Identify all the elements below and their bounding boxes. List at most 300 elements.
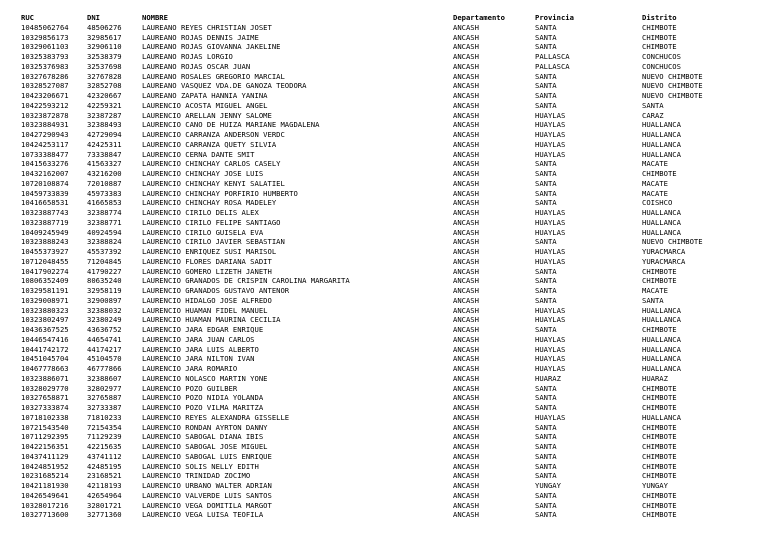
table-row — [21, 150, 761, 160]
nombre-cell: LAURENCIO HUAMAN MAURINA CECILIA — [142, 315, 281, 325]
departamento-cell: ANCASH — [453, 325, 479, 334]
ruc-cell: 10733388477 — [21, 149, 69, 159]
nombre-cell: LAURENCIO VALVERDE LUIS SANTOS — [142, 490, 272, 500]
provincia-cell: SANTA — [535, 178, 557, 188]
table-row — [21, 208, 761, 218]
nombre-cell: LAUREANO ZAPATA HANNIA YANINA — [142, 91, 268, 100]
dni-cell: 32388774 — [87, 208, 122, 217]
ruc-cell: 10427290943 — [21, 130, 69, 139]
ruc-cell: 10467778663 — [21, 364, 69, 373]
contributors-table — [21, 13, 761, 520]
table-row — [21, 413, 761, 423]
provincia-cell: HUAYLAS — [535, 208, 566, 217]
dni-cell: 41790227 — [87, 266, 122, 276]
nombre-cell: LAUREANO ROJAS LORGIO — [142, 52, 233, 61]
distrito-cell: NUEVO CHIMBOTE — [642, 81, 703, 91]
provincia-cell: SANTA — [535, 461, 557, 471]
dni-cell: 42654964 — [87, 490, 122, 500]
departamento-cell: ANCASH — [453, 237, 479, 247]
provincia-cell: SANTA — [535, 42, 557, 52]
departamento-cell: ANCASH — [453, 286, 479, 295]
provincia-cell: HUAYLAS — [535, 217, 566, 227]
dni-cell: 32900897 — [87, 295, 122, 305]
provincia-cell: SANTA — [535, 471, 557, 481]
provincia-cell: SANTA — [535, 432, 557, 442]
table-row — [21, 237, 761, 247]
table-row — [21, 228, 761, 238]
ruc-cell: 10421181930 — [21, 481, 69, 490]
nombre-cell: LAURENCIO HIDALGO JOSE ALFREDO — [142, 295, 272, 305]
ruc-cell: 10329581191 — [21, 286, 69, 295]
dni-cell: 32771360 — [87, 510, 122, 520]
dni-cell: 32388032 — [87, 305, 122, 315]
distrito-cell: HUALLANCA — [642, 217, 681, 227]
distrito-cell: HUALLANCA — [642, 208, 681, 217]
dni-cell: 32802977 — [87, 383, 122, 393]
distrito-cell: MACATE — [642, 188, 668, 198]
departamento-cell: ANCASH — [453, 500, 479, 510]
ruc-cell: 10721543540 — [21, 422, 69, 432]
table-row — [21, 91, 761, 101]
ruc-cell: 10432162007 — [21, 169, 69, 178]
table-row — [21, 72, 761, 82]
distrito-cell: CHIMBOTE — [642, 490, 677, 500]
dni-cell: 42118193 — [87, 481, 122, 490]
dni-cell: 80635240 — [87, 276, 122, 286]
dni-cell: 44174217 — [87, 344, 122, 354]
provincia-cell: HUAYLAS — [535, 149, 566, 159]
table-row — [21, 354, 761, 364]
ruc-cell: 10424851952 — [21, 461, 69, 471]
table-row — [21, 325, 761, 335]
column-header-ruc: RUC — [21, 13, 34, 22]
nombre-cell: LAUREANO VASQUEZ VDA.DE GANOZA TEODORA — [142, 81, 307, 91]
provincia-cell: SANTA — [535, 100, 557, 110]
distrito-cell: CHIMBOTE — [642, 22, 677, 32]
dni-cell: 42425311 — [87, 139, 122, 149]
dni-cell: 23168521 — [87, 471, 122, 481]
ruc-cell: 10712048455 — [21, 256, 69, 266]
ruc-cell: 10423206671 — [21, 91, 69, 100]
table-row — [21, 159, 761, 169]
distrito-cell: CHIMBOTE — [642, 500, 677, 510]
dni-cell: 32767828 — [87, 71, 122, 81]
nombre-cell: LAURENCIO JARA EDGAR ENRIQUE — [142, 325, 264, 334]
dni-cell: 32958119 — [87, 286, 122, 295]
ruc-cell: 10422593212 — [21, 100, 69, 110]
departamento-cell: ANCASH — [453, 471, 479, 481]
nombre-cell: LAURENCIO NOLASCO MARTIN YONE — [142, 373, 268, 383]
departamento-cell: ANCASH — [453, 276, 479, 286]
departamento-cell: ANCASH — [453, 354, 479, 364]
distrito-cell: CHIMBOTE — [642, 276, 677, 286]
dni-cell: 45973383 — [87, 188, 122, 198]
departamento-cell: ANCASH — [453, 364, 479, 373]
provincia-cell: YUNGAY — [535, 481, 561, 490]
provincia-cell: HUAYLAS — [535, 412, 566, 422]
ruc-cell: 10325383793 — [21, 52, 69, 61]
departamento-cell: ANCASH — [453, 305, 479, 315]
nombre-cell: LAURENCIO GRANADOS DE CRISPIN CAROLINA MARGARITA — [142, 276, 350, 286]
provincia-cell: HUAYLAS — [535, 120, 566, 130]
departamento-cell: ANCASH — [453, 442, 479, 451]
dni-cell: 43216200 — [87, 169, 122, 178]
nombre-cell: LAURENCIO CARRANZA QUETY SILVIA — [142, 139, 277, 149]
provincia-cell: SANTA — [535, 159, 557, 169]
provincia-cell: HUAYLAS — [535, 334, 566, 344]
table-row — [21, 384, 761, 394]
ruc-cell: 10327713600 — [21, 510, 69, 520]
distrito-cell: CARAZ — [642, 110, 664, 120]
table-row — [21, 52, 761, 62]
dni-cell: 46777866 — [87, 364, 122, 373]
table-row — [21, 267, 761, 277]
departamento-cell: ANCASH — [453, 139, 479, 149]
column-header-nombre: NOMBRE — [142, 13, 168, 22]
provincia-cell: HUAYLAS — [535, 344, 566, 354]
distrito-cell: HUALLANCA — [642, 412, 681, 422]
departamento-cell: ANCASH — [453, 22, 479, 32]
column-header-provincia: Provincia — [535, 13, 574, 22]
table-row — [21, 442, 761, 452]
ruc-cell: 10459733839 — [21, 188, 69, 198]
ruc-cell: 10437411129 — [21, 451, 69, 461]
nombre-cell: LAURENCIO TRINIDAD ZOCIMO — [142, 471, 251, 481]
dni-cell: 40924594 — [87, 227, 122, 237]
dni-cell: 42215635 — [87, 442, 122, 451]
nombre-cell: LAURENCIO URBANO WALTER ADRIAN — [142, 481, 272, 490]
provincia-cell: HUAYLAS — [535, 364, 566, 373]
dni-cell: 32388771 — [87, 217, 122, 227]
dni-cell: 73338847 — [87, 149, 122, 159]
departamento-cell: ANCASH — [453, 344, 479, 354]
distrito-cell: CHIMBOTE — [642, 42, 677, 52]
distrito-cell: CHIMBOTE — [642, 169, 677, 178]
provincia-cell: SANTA — [535, 32, 557, 42]
table-row — [21, 257, 761, 267]
nombre-cell: LAURENCIO POZO GUILBER — [142, 383, 238, 393]
nombre-cell: LAURENCIO CERNA DANTE SMIT — [142, 149, 255, 159]
departamento-cell: ANCASH — [453, 198, 479, 208]
column-header-dni: DNI — [87, 13, 100, 22]
nombre-cell: LAURENCIO REYES ALEXANDRA GISSELLE — [142, 412, 290, 422]
table-row — [21, 423, 761, 433]
ruc-cell: 10446547416 — [21, 334, 69, 344]
table-row — [21, 33, 761, 43]
departamento-cell: ANCASH — [453, 432, 479, 442]
distrito-cell: CHIMBOTE — [642, 442, 677, 451]
provincia-cell: SANTA — [535, 237, 557, 247]
ruc-cell: 10417902274 — [21, 266, 69, 276]
nombre-cell: LAURENCIO HUAMAN FIDEL MANUEL — [142, 305, 268, 315]
departamento-cell: ANCASH — [453, 110, 479, 120]
ruc-cell: 10323802497 — [21, 315, 69, 325]
distrito-cell: CONCHUCOS — [642, 52, 681, 61]
table-row — [21, 130, 761, 140]
distrito-cell: CONCHUCOS — [642, 61, 681, 71]
table-row — [21, 169, 761, 179]
ruc-cell: 10328527087 — [21, 81, 69, 91]
dni-cell: 71204845 — [87, 256, 122, 266]
departamento-cell: ANCASH — [453, 412, 479, 422]
ruc-cell: 10323880323 — [21, 305, 69, 315]
departamento-cell: ANCASH — [453, 451, 479, 461]
ruc-cell: 10328029770 — [21, 383, 69, 393]
provincia-cell: HUAYLAS — [535, 130, 566, 139]
table-row — [21, 510, 761, 520]
ruc-cell: 10329061103 — [21, 42, 69, 52]
distrito-cell: NUEVO CHIMBOTE — [642, 237, 703, 247]
ruc-cell: 10323887719 — [21, 217, 69, 227]
dni-cell: 41665853 — [87, 198, 122, 208]
distrito-cell: HUALLANCA — [642, 344, 681, 354]
distrito-cell: CHIMBOTE — [642, 432, 677, 442]
distrito-cell: CHIMBOTE — [642, 325, 677, 334]
distrito-cell: MACATE — [642, 178, 668, 188]
dni-cell: 32906110 — [87, 42, 122, 52]
distrito-cell: HUALLANCA — [642, 149, 681, 159]
provincia-cell: SANTA — [535, 286, 557, 295]
table-row — [21, 462, 761, 472]
dni-cell: 43636752 — [87, 325, 122, 334]
provincia-cell: SANTA — [535, 198, 557, 208]
nombre-cell: LAURENCIO GRANADOS GUSTAVO ANTENOR — [142, 286, 290, 295]
table-row — [21, 491, 761, 501]
table-header-row — [21, 13, 761, 23]
dni-cell: 71810233 — [87, 412, 122, 422]
dni-cell: 32388607 — [87, 373, 122, 383]
provincia-cell: SANTA — [535, 403, 557, 412]
table-row — [21, 471, 761, 481]
dni-cell: 32538379 — [87, 52, 122, 61]
table-row — [21, 306, 761, 316]
table-row — [21, 189, 761, 199]
provincia-cell: HUAYLAS — [535, 247, 566, 256]
ruc-cell: 10328017216 — [21, 500, 69, 510]
nombre-cell: LAURENCIO SABOGAL JOSE MIGUEL — [142, 442, 268, 451]
distrito-cell: CHIMBOTE — [642, 461, 677, 471]
departamento-cell: ANCASH — [453, 510, 479, 520]
distrito-cell: SANTA — [642, 100, 664, 110]
table-row — [21, 335, 761, 345]
nombre-cell: LAURENCIO CHINCHAY CARLOS CASELY — [142, 159, 281, 169]
provincia-cell: HUAYLAS — [535, 354, 566, 364]
table-row — [21, 101, 761, 111]
ruc-cell: 10416658531 — [21, 198, 69, 208]
departamento-cell: ANCASH — [453, 149, 479, 159]
dni-cell: 42259321 — [87, 100, 122, 110]
ruc-cell: 10455373927 — [21, 247, 69, 256]
provincia-cell: SANTA — [535, 71, 557, 81]
table-row — [21, 403, 761, 413]
ruc-cell: 10231685214 — [21, 471, 69, 481]
table-body — [21, 23, 761, 520]
provincia-cell: SANTA — [535, 91, 557, 100]
table-row — [21, 393, 761, 403]
distrito-cell: CHIMBOTE — [642, 422, 677, 432]
ruc-cell: 10323872878 — [21, 110, 69, 120]
nombre-cell: LAURENCIO CHINCHAY ROSA MADELEY — [142, 198, 277, 208]
table-row — [21, 481, 761, 491]
dni-cell: 43741112 — [87, 451, 122, 461]
departamento-cell: ANCASH — [453, 188, 479, 198]
distrito-cell: HUALLANCA — [642, 315, 681, 325]
dni-cell: 42320667 — [87, 91, 122, 100]
ruc-cell: 10323884931 — [21, 120, 69, 130]
nombre-cell: LAUREANO ROSALES GREGORIO MARCIAL — [142, 71, 285, 81]
dni-cell: 45537392 — [87, 247, 122, 256]
nombre-cell: LAURENCIO SOLIS NELLY EDITH — [142, 461, 259, 471]
distrito-cell: HUALLANCA — [642, 139, 681, 149]
departamento-cell: ANCASH — [453, 32, 479, 42]
departamento-cell: ANCASH — [453, 159, 479, 169]
nombre-cell: LAURENCIO CIRILO FELIPE SANTIAGO — [142, 217, 281, 227]
distrito-cell: CHIMBOTE — [642, 510, 677, 520]
table-row — [21, 140, 761, 150]
nombre-cell: LAURENCIO JARA JUAN CARLOS — [142, 334, 255, 344]
table-row — [21, 501, 761, 511]
ruc-cell: 10323886071 — [21, 373, 69, 383]
departamento-cell: ANCASH — [453, 81, 479, 91]
departamento-cell: ANCASH — [453, 169, 479, 178]
provincia-cell: HUARAZ — [535, 373, 561, 383]
dni-cell: 71129239 — [87, 432, 122, 442]
distrito-cell: YURACMARCA — [642, 256, 686, 266]
ruc-cell: 10327658871 — [21, 393, 69, 403]
departamento-cell: ANCASH — [453, 130, 479, 139]
distrito-cell: MACATE — [642, 159, 668, 169]
nombre-cell: LAURENCIO CANO DE HUIZA MARIANE MAGDALENA — [142, 120, 320, 130]
nombre-cell: LAUREANO ROJAS OSCAR JUAN — [142, 61, 251, 71]
nombre-cell: LAURENCIO JARA ROMARIO — [142, 364, 238, 373]
ruc-cell: 10422156351 — [21, 442, 69, 451]
table-row — [21, 315, 761, 325]
departamento-cell: ANCASH — [453, 61, 479, 71]
distrito-cell: NUEVO CHIMBOTE — [642, 91, 703, 100]
nombre-cell: LAURENCIO SABOGAL DIANA IBIS — [142, 432, 264, 442]
provincia-cell: SANTA — [535, 393, 557, 403]
ruc-cell: 10441742172 — [21, 344, 69, 354]
departamento-cell: ANCASH — [453, 393, 479, 403]
provincia-cell: SANTA — [535, 22, 557, 32]
ruc-cell: 10409245949 — [21, 227, 69, 237]
table-row — [21, 374, 761, 384]
nombre-cell: LAURENCIO ACOSTA MIGUEL ANGEL — [142, 100, 268, 110]
dni-cell: 48506276 — [87, 22, 122, 32]
table-row — [21, 276, 761, 286]
table-row — [21, 81, 761, 91]
distrito-cell: HUALLANCA — [642, 130, 681, 139]
provincia-cell: HUAYLAS — [535, 305, 566, 315]
provincia-cell: SANTA — [535, 500, 557, 510]
provincia-cell: SANTA — [535, 383, 557, 393]
dni-cell: 32801721 — [87, 500, 122, 510]
nombre-cell: LAURENCIO CARRANZA ANDERSON VERDC — [142, 130, 285, 139]
nombre-cell: LAURENCIO VEGA LUISA TEOFILA — [142, 510, 264, 520]
nombre-cell: LAURENCIO CHINCHAY PORFIRIO HUMBERTO — [142, 188, 298, 198]
provincia-cell: SANTA — [535, 325, 557, 334]
nombre-cell: LAURENCIO RONDAN AYRTON DANNY — [142, 422, 268, 432]
distrito-cell: CHIMBOTE — [642, 451, 677, 461]
departamento-cell: ANCASH — [453, 100, 479, 110]
table-row — [21, 345, 761, 355]
provincia-cell: PALLASCA — [535, 61, 570, 71]
departamento-cell: ANCASH — [453, 120, 479, 130]
departamento-cell: ANCASH — [453, 490, 479, 500]
departamento-cell: ANCASH — [453, 403, 479, 412]
distrito-cell: CHIMBOTE — [642, 266, 677, 276]
dni-cell: 32388824 — [87, 237, 122, 247]
ruc-cell: 10327333874 — [21, 403, 69, 412]
departamento-cell: ANCASH — [453, 178, 479, 188]
table-row — [21, 364, 761, 374]
departamento-cell: ANCASH — [453, 227, 479, 237]
table-row — [21, 23, 761, 33]
provincia-cell: SANTA — [535, 510, 557, 520]
provincia-cell: SANTA — [535, 442, 557, 451]
dni-cell: 32388493 — [87, 120, 122, 130]
dni-cell: 32765887 — [87, 393, 122, 403]
distrito-cell: HUALLANCA — [642, 305, 681, 315]
dni-cell: 32537698 — [87, 61, 122, 71]
table-row — [21, 111, 761, 121]
departamento-cell: ANCASH — [453, 461, 479, 471]
provincia-cell: HUAYLAS — [535, 227, 566, 237]
dni-cell: 41563327 — [87, 159, 122, 169]
distrito-cell: CHIMBOTE — [642, 393, 677, 403]
ruc-cell: 10720108874 — [21, 178, 69, 188]
dni-cell: 72010887 — [87, 178, 122, 188]
distrito-cell: MACATE — [642, 286, 668, 295]
dni-cell: 42485195 — [87, 461, 122, 471]
departamento-cell: ANCASH — [453, 71, 479, 81]
nombre-cell: LAURENCIO CIRILO GUISELA EVA — [142, 227, 264, 237]
nombre-cell: LAURENCIO POZO VILMA MARITZA — [142, 403, 264, 412]
departamento-cell: ANCASH — [453, 383, 479, 393]
departamento-cell: ANCASH — [453, 266, 479, 276]
distrito-cell: HUALLANCA — [642, 227, 681, 237]
nombre-cell: LAURENCIO POZO NIDIA YOLANDA — [142, 393, 264, 403]
distrito-cell: CHIMBOTE — [642, 471, 677, 481]
nombre-cell: LAUREANO ROJAS GIOVANNA JAKELINE — [142, 42, 281, 52]
dni-cell: 32852708 — [87, 81, 122, 91]
ruc-cell: 10806352409 — [21, 276, 69, 286]
distrito-cell: HUALLANCA — [642, 354, 681, 364]
distrito-cell: HUARAZ — [642, 373, 668, 383]
ruc-cell: 10485062764 — [21, 22, 69, 32]
dni-cell: 42729094 — [87, 130, 122, 139]
nombre-cell: LAUREANO REYES CHRISTIAN JOSET — [142, 22, 272, 32]
distrito-cell: YURACMARCA — [642, 247, 686, 256]
nombre-cell: LAURENCIO JARA NILTON IVAN — [142, 354, 255, 364]
departamento-cell: ANCASH — [453, 256, 479, 266]
distrito-cell: HUALLANCA — [642, 334, 681, 344]
ruc-cell: 10718102338 — [21, 412, 69, 422]
departamento-cell: ANCASH — [453, 295, 479, 305]
provincia-cell: SANTA — [535, 81, 557, 91]
table-row — [21, 198, 761, 208]
nombre-cell: LAURENCIO SABOGAL LUIS ENRIQUE — [142, 451, 272, 461]
table-row — [21, 218, 761, 228]
dni-cell: 32733387 — [87, 403, 122, 412]
ruc-cell: 10711292395 — [21, 432, 69, 442]
table-row — [21, 452, 761, 462]
nombre-cell: LAUREANO ROJAS DENNIS JAIME — [142, 32, 259, 42]
table-row — [21, 286, 761, 296]
departamento-cell: ANCASH — [453, 91, 479, 100]
provincia-cell: SANTA — [535, 490, 557, 500]
departamento-cell: ANCASH — [453, 315, 479, 325]
